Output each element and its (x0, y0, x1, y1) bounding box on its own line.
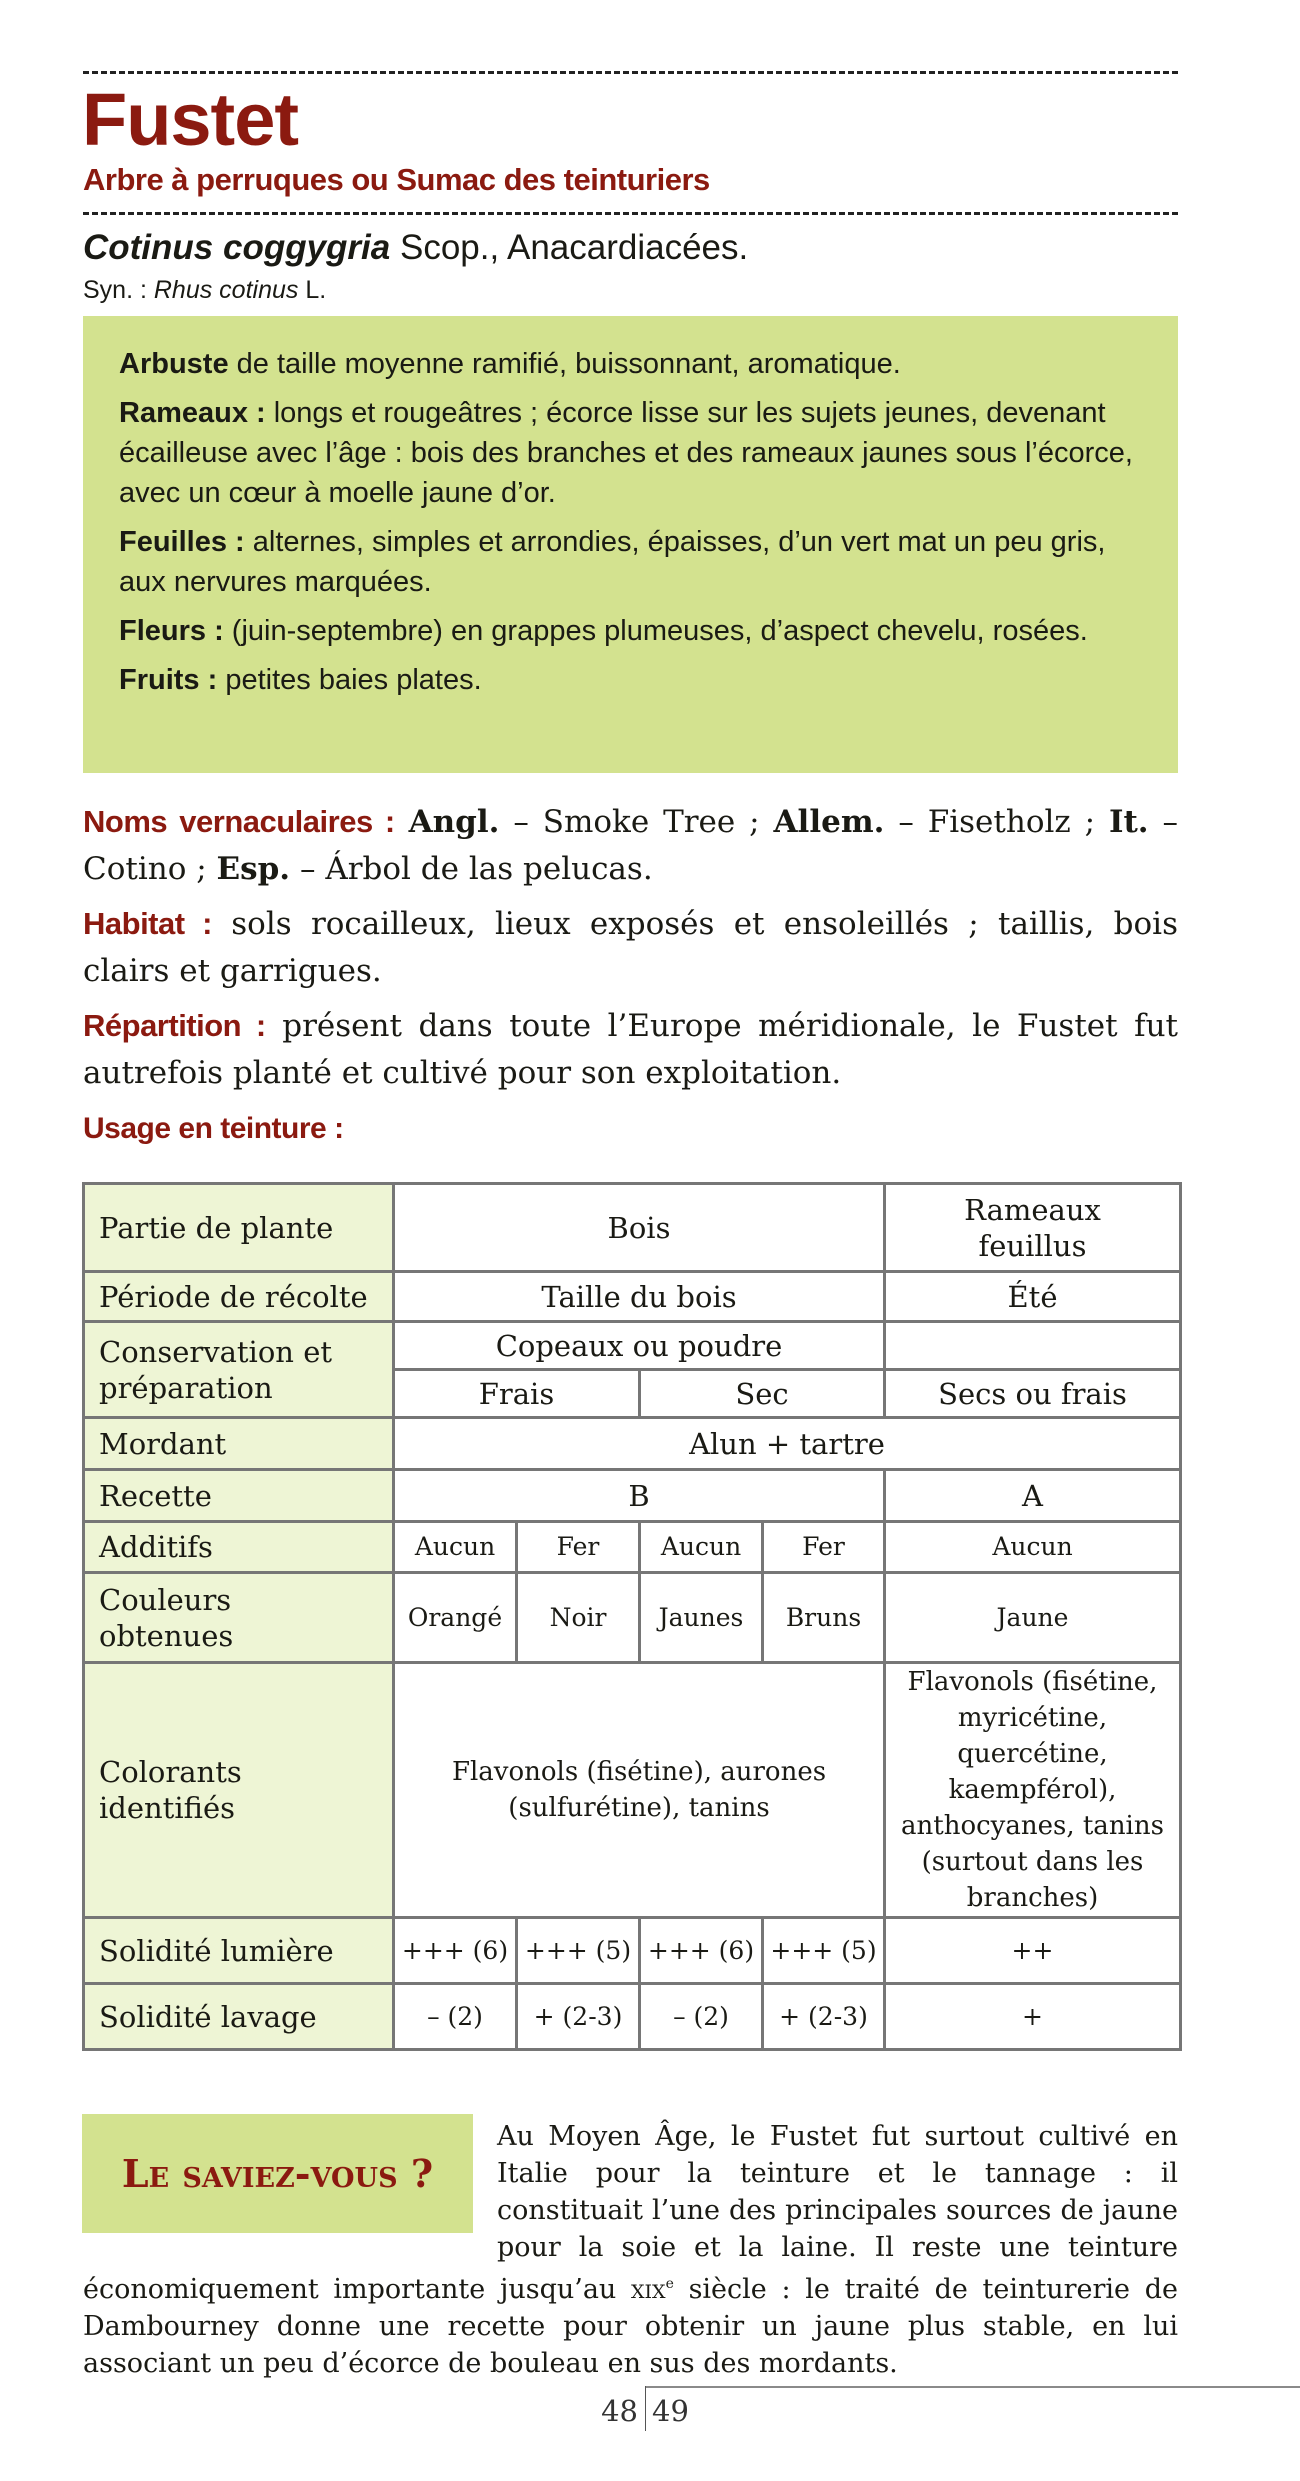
table-row-mordant (84, 1418, 1181, 1470)
table-cell: ++ (885, 1918, 1181, 1984)
description-label: Rameaux : (119, 397, 266, 429)
description-box (83, 316, 1178, 773)
table-cell: +++ (5) (763, 1918, 885, 1984)
table-cell (885, 1322, 1181, 1370)
habitat-label: Habitat : (83, 906, 212, 941)
table-row-partie (84, 1184, 1181, 1272)
table-cell: Rameaux feuillus (885, 1184, 1181, 1272)
table-cell: Fer (517, 1522, 640, 1573)
callout-text-part: siècle : le traité de teinturerie de Dambourney donne une recette pour obtenir un jaune plus stable, en lui associant un peu d’écorce de bouleau en sus des mordants. (83, 2274, 1178, 2379)
synonym-label: Syn. : (83, 276, 154, 304)
footer-rule (646, 2386, 1300, 2388)
latin-name-line (83, 226, 748, 270)
row-header: Solidité lumière (84, 1918, 394, 1984)
description-text: de taille moyenne ramifié, buissonnant, aromatique. (228, 348, 901, 380)
description-label: Fruits : (119, 664, 218, 696)
table-row-lumiere (84, 1918, 1181, 1984)
row-header: Additifs (84, 1522, 394, 1573)
top-dashed-rule (83, 71, 1178, 74)
vernacular-name: – Cotino ; (83, 804, 1179, 887)
table-cell: Flavonols (fisétine), aurones (sulfurétine), tanins (394, 1663, 885, 1918)
lang-code: Esp. (216, 851, 291, 887)
vernacular-label: Noms vernaculaires : (83, 804, 395, 839)
table-cell: Jaunes (640, 1573, 763, 1663)
table-cell: Jaune (885, 1573, 1181, 1663)
century-superscript: e (665, 2276, 674, 2292)
table-cell: Aucun (640, 1522, 763, 1573)
lang-code: Angl. (408, 804, 500, 840)
description-label: Fleurs : (119, 615, 224, 647)
repartition-label: Répartition : (83, 1008, 266, 1043)
page-number-right: 49 (652, 2394, 689, 2428)
table-cell: Copeaux ou poudre (394, 1322, 885, 1370)
description-label: Arbuste (119, 348, 229, 380)
row-header: Colorants identifiés (84, 1663, 394, 1918)
table-row-recette (84, 1470, 1181, 1522)
did-you-know-text (83, 2118, 1178, 2382)
table-cell: +++ (5) (517, 1918, 640, 1984)
table-cell: Sec (640, 1370, 885, 1418)
vernacular-names (83, 798, 1178, 893)
page-subtitle: Arbre à perruques ou Sumac des teinturiers (83, 162, 710, 197)
row-header: Couleurs obtenues (84, 1573, 394, 1663)
table-cell: Secs ou frais (885, 1370, 1181, 1418)
table-cell: + (2-3) (517, 1984, 640, 2050)
table-cell: Aucun (394, 1522, 517, 1573)
vernacular-name: – Árbol de las pelucas. (290, 851, 653, 887)
page-number-left: 48 (601, 2394, 638, 2428)
bottom-dashed-rule (83, 212, 1178, 215)
table-cell: + (2-3) (763, 1984, 885, 2050)
did-you-know-title: Le saviez-vous ? (121, 2151, 434, 2196)
table-row-additifs (84, 1522, 1181, 1573)
usage-heading: Usage en teinture : (83, 1112, 344, 1145)
row-header: Partie de plante (84, 1184, 394, 1272)
description-text: longs et rougeâtres ; écorce lisse sur les sujets jeunes, devenant écailleuse avec l’âge : bois des branches et des rameaux jaunes sous l’écorce, avec un cœur à moelle jaune d’or. (119, 397, 1133, 509)
table-row-lavage (84, 1984, 1181, 2050)
description-rameaux (119, 393, 1149, 513)
table-row-periode (84, 1272, 1181, 1322)
latin-name: Cotinus coggygria (83, 228, 391, 267)
footer-divider (645, 2386, 646, 2431)
table-cell: B (394, 1470, 885, 1522)
description-label: Feuilles : (119, 526, 245, 558)
table-row-colorants (84, 1663, 1181, 1918)
table-cell: Flavonols (fisétine, myricétine, quercétine, kaempférol), anthocyanes, tanins (surtout dans les branches) (885, 1663, 1181, 1918)
row-header: Solidité lavage (84, 1984, 394, 2050)
vernacular-name: – Fisetholz ; (884, 804, 1109, 840)
latin-author-family: Scop., Anacardiacées. (390, 228, 749, 267)
synonym-name: Rhus cotinus (153, 276, 299, 304)
repartition (83, 1002, 1178, 1097)
habitat (83, 900, 1178, 995)
vernacular-name: – Smoke Tree ; (499, 804, 774, 840)
row-header: Période de récolte (84, 1272, 394, 1322)
repartition-text: présent dans toute l’Europe méridionale, le Fustet fut autrefois planté et cultivé pour son exploitation. (83, 1008, 1178, 1091)
table-cell: Fer (763, 1522, 885, 1573)
table-cell: +++ (6) (394, 1918, 517, 1984)
table-cell: A (885, 1470, 1181, 1522)
description-text: alternes, simples et arrondies, épaisses, d’un vert mat un peu gris, aux nervures marquées. (119, 526, 1106, 598)
table-row-conservation (84, 1322, 1181, 1370)
synonym-line (83, 274, 326, 306)
dye-usage-table (82, 1182, 1182, 2051)
table-cell: – (2) (640, 1984, 763, 2050)
synonym-author: L. (298, 276, 327, 304)
lang-code: It. (1108, 804, 1149, 840)
row-header: Recette (84, 1470, 394, 1522)
table-cell: + (885, 1984, 1181, 2050)
table-cell: – (2) (394, 1984, 517, 2050)
table-cell: Taille du bois (394, 1272, 885, 1322)
float-spacer (83, 2118, 497, 2258)
description-arbuste (119, 344, 1149, 384)
description-fleurs (119, 611, 1149, 651)
table-cell: Frais (394, 1370, 640, 1418)
table-cell: Alun + tartre (394, 1418, 1181, 1470)
table-cell: Été (885, 1272, 1181, 1322)
table-cell: Noir (517, 1573, 640, 1663)
description-text: (juin-septembre) en grappes plumeuses, d’aspect chevelu, rosées. (223, 615, 1088, 647)
callout-text-part: Au Moyen Âge, le Fustet fut surtout cultivé en Italie pour la teinture et le tannage : il constituait l’une des principales sources de jaune pour la soie et la laine. Il reste une teinture économiquement importante jusqu’au (83, 2121, 1178, 2305)
description-text: petites baies plates. (217, 664, 482, 696)
row-header: Conservation et préparation (84, 1322, 394, 1418)
century-numeral: xix (631, 2274, 666, 2305)
description-feuilles (119, 522, 1149, 602)
habitat-text: sols rocailleux, lieux exposés et ensoleillés ; taillis, bois clairs et garrigues. (83, 906, 1178, 989)
row-header: Mordant (84, 1418, 394, 1470)
table-cell: +++ (6) (640, 1918, 763, 1984)
table-cell: Bois (394, 1184, 885, 1272)
table-cell: Bruns (763, 1573, 885, 1663)
lang-code: Allem. (773, 804, 885, 840)
table-cell: Orangé (394, 1573, 517, 1663)
table-cell: Aucun (885, 1522, 1181, 1573)
table-row-couleurs (84, 1573, 1181, 1663)
page-title: Fustet (82, 78, 298, 161)
description-fruits (119, 660, 1149, 700)
